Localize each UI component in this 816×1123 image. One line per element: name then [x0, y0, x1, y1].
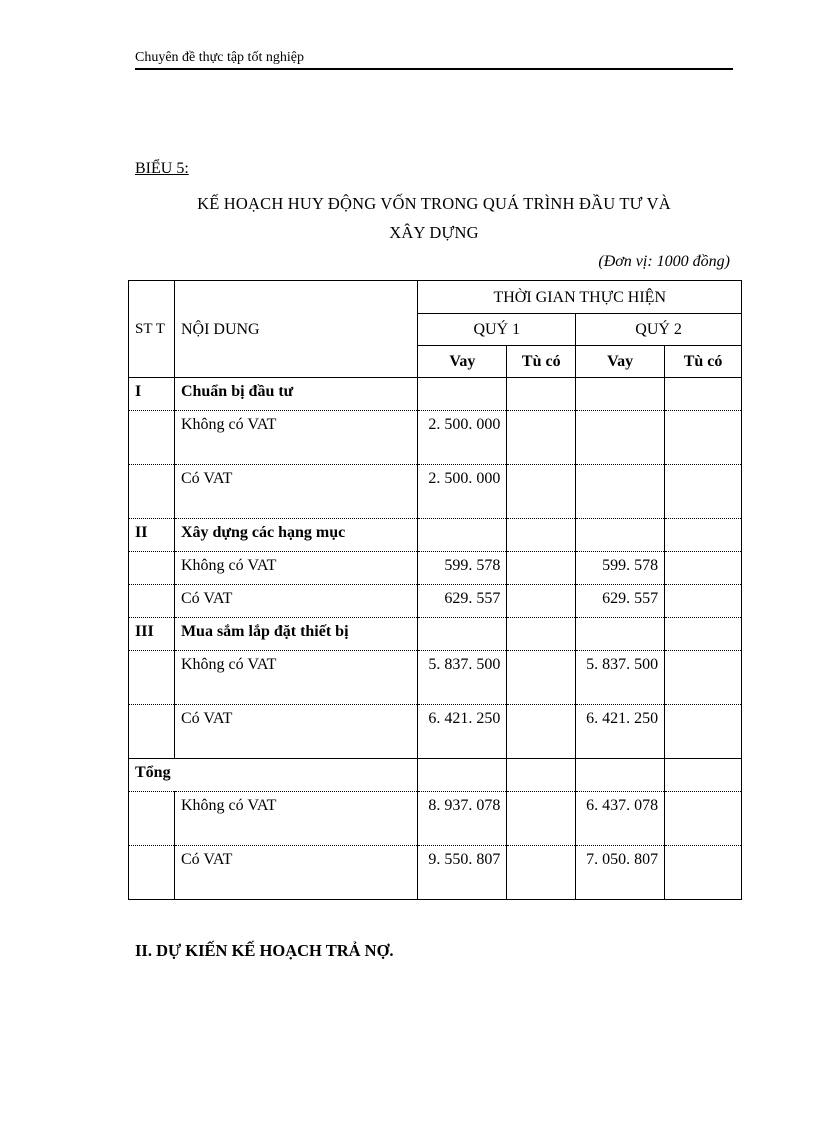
page-header: Chuyên đề thực tập tốt nghiệp — [135, 49, 733, 70]
row-q2-loan — [576, 519, 665, 552]
header-q1-loan: Vay — [418, 346, 507, 378]
title-line-1: KẾ HOẠCH HUY ĐỘNG VỐN TRONG QUÁ TRÌNH ĐẦU TƯ VÀ — [197, 194, 671, 213]
row-q1-loan: 2. 500. 000 — [418, 411, 507, 465]
row-content: Xây dựng các hạng mục — [174, 519, 418, 552]
row-q1-loan — [418, 618, 507, 651]
row-q2-loan: 599. 578 — [576, 552, 665, 585]
row-q2-loan: 7. 050. 807 — [576, 846, 665, 900]
section-heading: II. DỰ KIẾN KẾ HOẠCH TRẢ NỢ. — [135, 941, 394, 960]
row-stt — [129, 465, 175, 519]
row-stt — [129, 585, 175, 618]
header-quarter-2: QUÝ 2 — [576, 314, 742, 346]
table-title — [135, 189, 733, 247]
header-q2-own: Tù có — [665, 346, 742, 378]
row-q2-loan — [576, 759, 665, 792]
row-q1-loan: 6. 421. 250 — [418, 705, 507, 759]
row-q1-loan: 5. 837. 500 — [418, 651, 507, 705]
header-quarter-1: QUÝ 1 — [418, 314, 576, 346]
table-row — [129, 411, 742, 465]
row-total-label: Tổng — [129, 759, 418, 792]
row-q2-loan: 6. 437. 078 — [576, 792, 665, 846]
row-stt: III — [129, 618, 175, 651]
row-stt — [129, 705, 175, 759]
header-q1-own: Tù có — [507, 346, 576, 378]
row-stt — [129, 411, 175, 465]
row-content: Mua sắm lắp đặt thiết bị — [174, 618, 418, 651]
table-row — [129, 378, 742, 411]
table-row — [129, 519, 742, 552]
row-stt — [129, 552, 175, 585]
row-q2-loan: 6. 421. 250 — [576, 705, 665, 759]
row-stt — [129, 846, 175, 900]
row-content: Có VAT — [174, 585, 418, 618]
table-row — [129, 465, 742, 519]
row-q2-loan — [576, 618, 665, 651]
header-content: NỘI DUNG — [174, 281, 418, 378]
row-content: Không có VAT — [174, 792, 418, 846]
row-stt: II — [129, 519, 175, 552]
table-row — [129, 552, 742, 585]
row-q2-loan: 5. 837. 500 — [576, 651, 665, 705]
row-content: Không có VAT — [174, 651, 418, 705]
row-content: Chuẩn bị đầu tư — [174, 378, 418, 411]
header-stt: ST T — [129, 281, 175, 378]
unit-note: (Đơn vị: 1000 đồng) — [598, 253, 730, 270]
row-content: Có VAT — [174, 465, 418, 519]
row-q1-loan: 629. 557 — [418, 585, 507, 618]
table-row — [129, 651, 742, 705]
row-q1-loan: 9. 550. 807 — [418, 846, 507, 900]
row-stt: I — [129, 378, 175, 411]
table-row — [129, 792, 742, 846]
header-q2-loan: Vay — [576, 346, 665, 378]
table-row-total — [129, 759, 742, 792]
row-q1-loan: 2. 500. 000 — [418, 465, 507, 519]
row-q2-loan — [576, 465, 665, 519]
row-content: Không có VAT — [174, 552, 418, 585]
row-q2-loan: 629. 557 — [576, 585, 665, 618]
table-caption: BIỂU 5: — [135, 160, 189, 177]
row-q2-loan — [576, 411, 665, 465]
row-q1-loan — [418, 378, 507, 411]
table-row — [129, 585, 742, 618]
header-time: THỜI GIAN THỰC HIỆN — [418, 281, 742, 314]
row-q1-loan — [418, 759, 507, 792]
table-row — [129, 846, 742, 900]
table-row — [129, 705, 742, 759]
row-content: Có VAT — [174, 846, 418, 900]
table-row — [129, 618, 742, 651]
row-q1-loan: 599. 578 — [418, 552, 507, 585]
row-content: Không có VAT — [174, 411, 418, 465]
row-q1-loan — [418, 519, 507, 552]
capital-plan-table — [128, 280, 742, 900]
row-stt — [129, 651, 175, 705]
row-q2-loan — [576, 378, 665, 411]
row-stt — [129, 792, 175, 846]
row-content: Có VAT — [174, 705, 418, 759]
row-q1-loan: 8. 937. 078 — [418, 792, 507, 846]
title-line-2: XÂY DỰNG — [389, 223, 479, 242]
